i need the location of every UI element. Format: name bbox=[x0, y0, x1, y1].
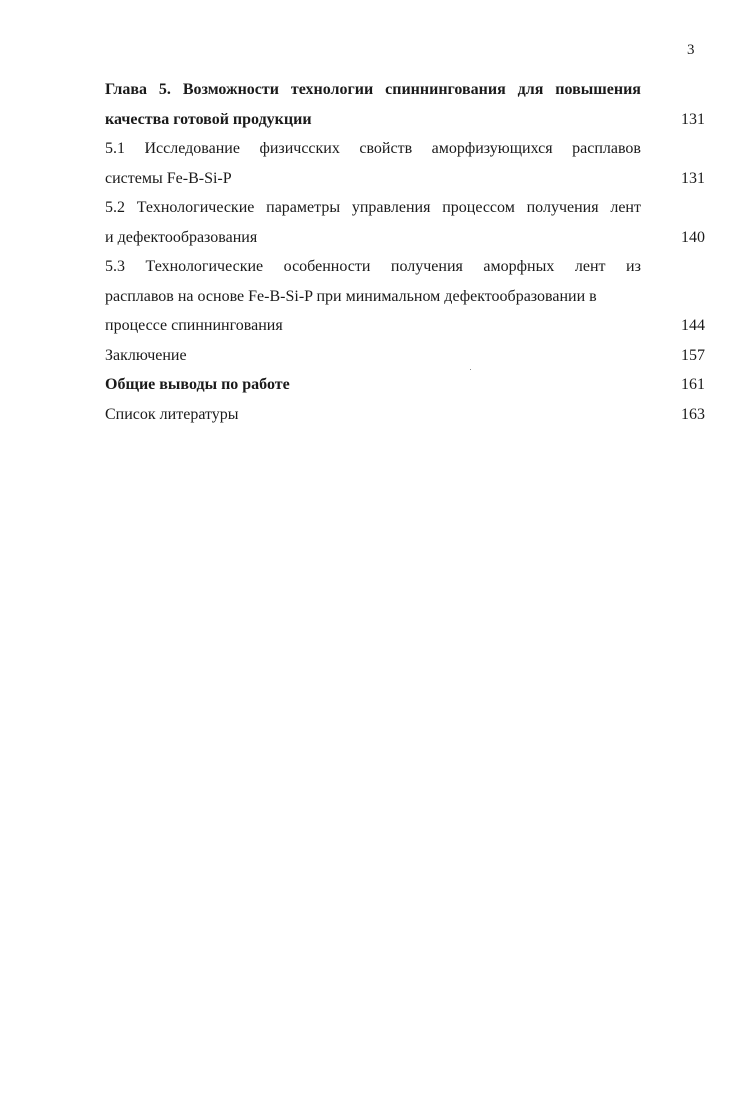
toc-word: лент bbox=[610, 199, 641, 216]
toc-word: параметры bbox=[266, 199, 341, 216]
toc-word: из bbox=[626, 258, 641, 275]
toc-entry-line: системы Fe-B-Si-P bbox=[105, 169, 232, 187]
table-of-contents bbox=[105, 75, 705, 429]
toc-word: Технологические bbox=[136, 199, 255, 216]
toc-entry-section-5-3 bbox=[105, 252, 705, 341]
toc-entry-references bbox=[105, 400, 705, 430]
toc-word: Исследование bbox=[144, 140, 240, 157]
toc-word: процессом bbox=[442, 199, 515, 216]
toc-page-number: 131 bbox=[681, 169, 705, 187]
toc-word: получения bbox=[390, 258, 463, 275]
toc-word: 5.2 bbox=[105, 199, 125, 216]
toc-page-number: 131 bbox=[681, 110, 705, 128]
toc-page-number: 161 bbox=[681, 376, 705, 393]
toc-entry-line: Общие выводы по работе bbox=[105, 376, 290, 393]
toc-word: аморфизующихся bbox=[431, 140, 553, 157]
toc-word: лент bbox=[574, 258, 606, 275]
toc-entry-line: качества готовой продукции bbox=[105, 110, 312, 128]
toc-entry-section-5-2 bbox=[105, 193, 705, 252]
toc-word: физичсских bbox=[259, 140, 340, 157]
toc-entry-line: Заключение bbox=[105, 346, 187, 364]
toc-word: Глава bbox=[105, 81, 147, 98]
toc-word: для bbox=[517, 81, 544, 98]
toc-word: Возможности bbox=[182, 81, 279, 98]
toc-word: свойств bbox=[359, 140, 413, 157]
toc-entry-line: процессе спиннингования bbox=[105, 317, 283, 334]
scan-speck bbox=[470, 369, 471, 370]
toc-page-number: 163 bbox=[681, 405, 705, 423]
toc-entry-line: Список литературы bbox=[105, 405, 239, 423]
toc-entry-general-conclusions bbox=[105, 370, 705, 400]
page-number: 3 bbox=[687, 42, 695, 58]
toc-word: 5. bbox=[158, 81, 171, 98]
toc-word: повышения bbox=[555, 81, 641, 98]
toc-word: особенности bbox=[283, 258, 371, 275]
toc-word: получения bbox=[526, 199, 599, 216]
toc-page-number: 140 bbox=[681, 228, 705, 246]
toc-page-number: 144 bbox=[681, 317, 705, 334]
toc-entry-conclusion bbox=[105, 341, 705, 371]
toc-entry-line: расплавов на основе Fe-B-Si-P при минимальном дефектообразовании в bbox=[105, 287, 597, 305]
toc-entry-chapter-5 bbox=[105, 75, 705, 134]
toc-word: расплавов bbox=[572, 140, 641, 157]
toc-entry-section-5-1 bbox=[105, 134, 705, 193]
toc-entry-line: и дефектообразования bbox=[105, 228, 258, 246]
toc-entry-line bbox=[105, 75, 641, 105]
toc-entry-line bbox=[105, 252, 641, 282]
toc-page-number: 157 bbox=[681, 346, 705, 364]
toc-word: 5.3 bbox=[105, 258, 125, 275]
toc-entry-line bbox=[105, 193, 641, 223]
toc-word: управления bbox=[351, 199, 431, 216]
toc-word: технологии bbox=[290, 81, 374, 98]
toc-word: 5.1 bbox=[105, 140, 125, 157]
toc-entry-line bbox=[105, 134, 641, 164]
toc-word: спиннингования bbox=[385, 81, 506, 98]
toc-word: аморфных bbox=[483, 258, 555, 275]
toc-word: Технологические bbox=[145, 258, 264, 275]
